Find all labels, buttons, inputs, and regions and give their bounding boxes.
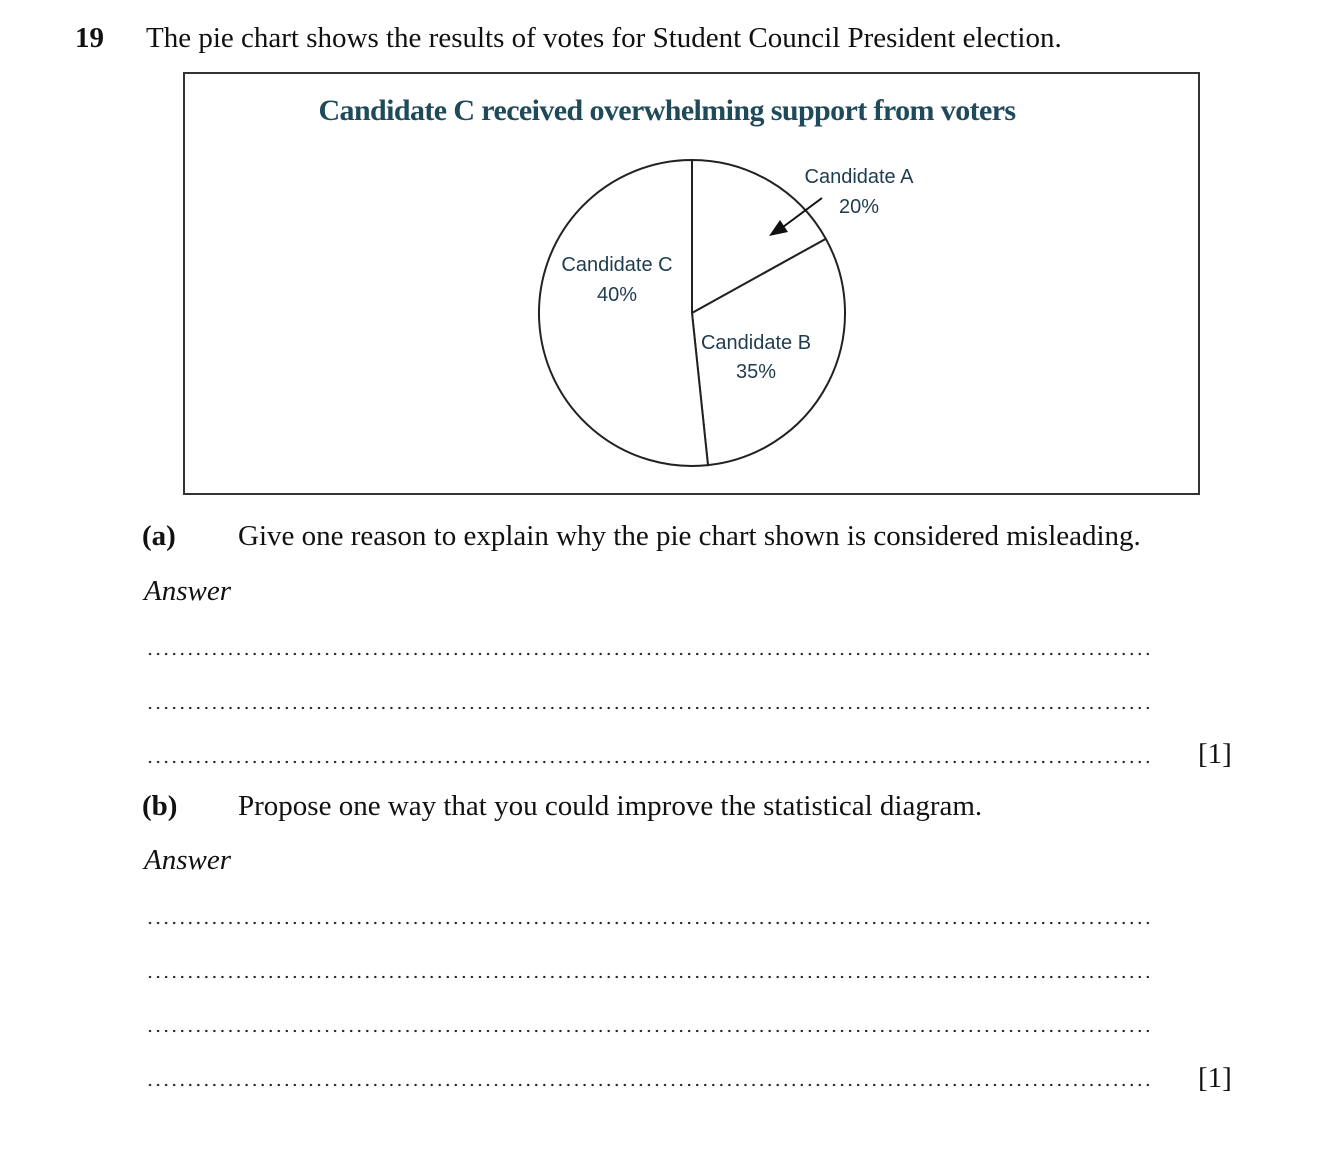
part-b-question: Propose one way that you could improve the statistical diagram. [238, 790, 983, 822]
pie-chart [0, 0, 1334, 520]
question-text: The pie chart shows the results of votes for Student Council President election. [146, 22, 1062, 54]
part-b-answer-line-1[interactable] [146, 913, 1152, 933]
part-b-answer-line-3[interactable] [146, 1021, 1152, 1041]
pie-slice-candidate-c [539, 160, 708, 466]
part-b-answer-line-2[interactable] [146, 967, 1152, 987]
part-a-label: (a) [142, 520, 176, 552]
part-b-label: (b) [142, 790, 178, 822]
chart-title: Candidate C received overwhelming support from voters [318, 94, 1016, 127]
part-a-answer-label: Answer [144, 575, 231, 607]
pie-label-candidate-a: Candidate A [804, 166, 914, 188]
pie-percent-candidate-a: 20% [838, 196, 880, 218]
part-a-marks: [1] [1198, 738, 1232, 770]
pie-label-candidate-b: Candidate B [700, 332, 812, 354]
pie-percent-candidate-b: 35% [735, 361, 777, 383]
question-number: 19 [75, 22, 104, 54]
pie-label-candidate-c: Candidate C [561, 254, 673, 276]
pie-percent-candidate-c: 40% [596, 284, 638, 306]
part-b-answer-label: Answer [144, 844, 231, 876]
part-a-answer-line-1[interactable] [146, 644, 1152, 664]
part-a-answer-line-3[interactable] [146, 752, 1152, 772]
part-b-marks: [1] [1198, 1062, 1232, 1094]
part-a-question: Give one reason to explain why the pie chart shown is considered misleading. [238, 520, 1141, 552]
part-a-answer-line-2[interactable] [146, 698, 1152, 718]
part-b-answer-line-4[interactable] [146, 1075, 1152, 1095]
